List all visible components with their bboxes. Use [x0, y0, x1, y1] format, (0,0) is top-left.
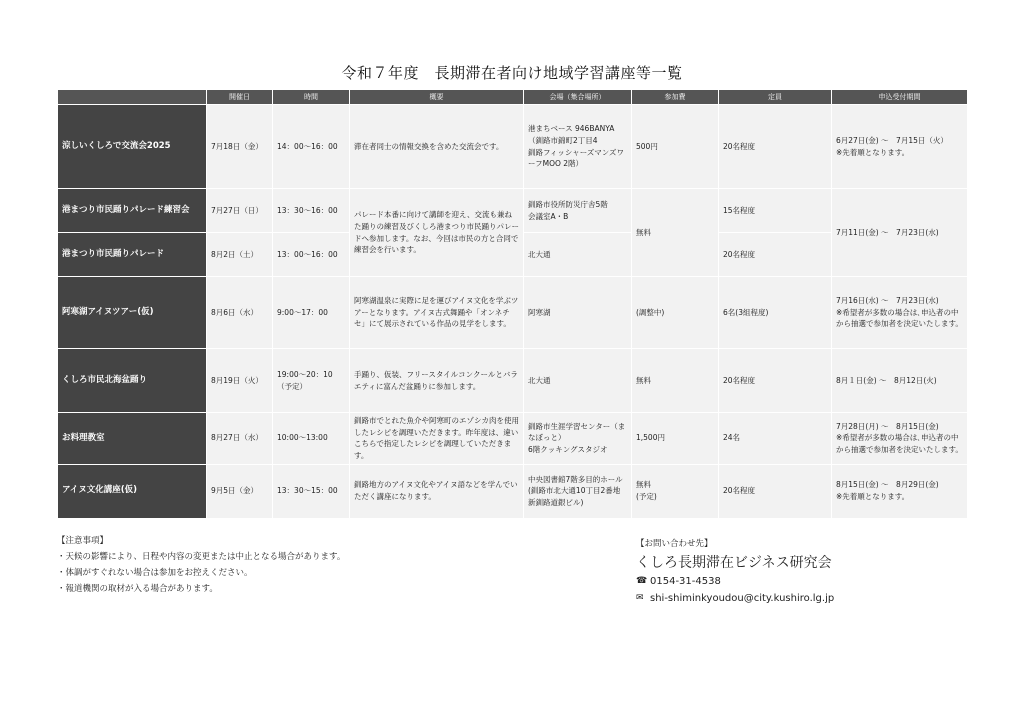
phone-icon: ☎ — [636, 576, 648, 586]
event-fee: 1,500円 — [632, 413, 719, 465]
table-row — [58, 413, 968, 465]
event-date: 7月27日（日） — [207, 189, 273, 233]
event-summary: 手踊り、仮装、フリースタイルコンクールとバラエティに富んだ盆踊りに参加します。 — [350, 349, 524, 413]
event-date: 9月5日（金） — [207, 464, 273, 518]
event-venue: 北大通 — [524, 233, 632, 277]
event-name: お料理教室 — [58, 413, 207, 465]
page-title: 令和７年度 長期滞在者向け地域学習講座等一覧 — [341, 64, 683, 82]
event-date: 8月27日（水） — [207, 413, 273, 465]
event-fee: 無料 (予定) — [632, 464, 719, 518]
header-apply: 申込受付期間 — [832, 90, 968, 105]
event-summary: 釧路市でとれた魚介や阿寒町のエゾシカ肉を使用したレシピを調理いただきます。昨年度は、違いこちらで指定したレシピを調理していただきます。 — [350, 413, 524, 465]
header-fee: 参加費 — [632, 90, 719, 105]
contact-organization: くしろ長期滞在ビジネス研究会 — [636, 555, 832, 571]
contact-label: 【お問い合わせ先】 — [636, 539, 713, 549]
event-time: 13：00～16：00 — [273, 233, 350, 277]
event-venue: 阿寒湖 — [524, 277, 632, 349]
event-summary: 釧路地方のアイヌ文化やアイヌ語などを学んでいただく講座になります。 — [350, 464, 524, 518]
event-apply-period: 8月15日(金) ～ 8月29日(金) ※先着順となります。 — [832, 464, 968, 518]
event-time: 9:00～17：00 — [273, 277, 350, 349]
note-item: ・体調がすぐれない場合は参加をお控えください。 — [57, 568, 253, 578]
event-date: 8月6日（水） — [207, 277, 273, 349]
event-date: 8月19日（火） — [207, 349, 273, 413]
event-venue: 港まちベース 946BANYA （釧路市錦町2丁目4 釧路フィッシャーズマンズワーフMOO 2階） — [524, 105, 632, 189]
event-apply-period: 6月27日(金) ～ 7月15日（火） ※先着順となります。 — [832, 105, 968, 189]
event-capacity: 6名(3組程度) — [719, 277, 832, 349]
event-capacity: 15名程度 — [719, 189, 832, 233]
event-capacity: 20名程度 — [719, 105, 832, 189]
event-fee: (調整中) — [632, 277, 719, 349]
event-name: 涼しいくしろで交流会2025 — [58, 105, 207, 189]
header-blank — [58, 90, 207, 105]
header-date: 開催日 — [207, 90, 273, 105]
notes-heading: 【注意事項】 — [57, 536, 109, 546]
notes-section — [57, 533, 345, 597]
table-row — [58, 277, 968, 349]
event-time: 14：00～16：00 — [273, 105, 350, 189]
contact-section — [636, 537, 834, 607]
event-time: 10:00～13:00 — [273, 413, 350, 465]
event-time: 13：30～16：00 — [273, 189, 350, 233]
note-item: ・報道機関の取材が入る場合があります。 — [57, 584, 218, 594]
event-time: 13：30～15：00 — [273, 464, 350, 518]
header-time: 時間 — [273, 90, 350, 105]
event-apply-period: 8月１日(金) ～ 8月12日(火) — [832, 349, 968, 413]
event-apply-period: 7月11日(金) ～ 7月23日(水) — [832, 189, 968, 277]
event-fee: 500円 — [632, 105, 719, 189]
header-capacity: 定員 — [719, 90, 832, 105]
event-name: くしろ市民北海盆踊り — [58, 349, 207, 413]
event-name: アイヌ文化講座(仮) — [58, 464, 207, 518]
event-capacity: 24名 — [719, 413, 832, 465]
event-venue: 中央図書館7階多目的ホール (釧路市北大通10丁目2番地 新釧路道銀ビル) — [524, 464, 632, 518]
header-venue: 会場（集合場所） — [524, 90, 632, 105]
table-row — [58, 105, 968, 189]
contact-phone: 0154-31-4538 — [650, 576, 721, 587]
mail-icon: ✉ — [636, 593, 644, 603]
event-venue: 北大通 — [524, 349, 632, 413]
event-apply-period: 7月28日(月) ～ 8月15日(金) ※希望者が多数の場合は､申込者の中から抽選で参加者を決定いたします。 — [832, 413, 968, 465]
event-summary: 滞在者同士の情報交換を含めた交流会です。 — [350, 105, 524, 189]
event-fee: 無料 — [632, 189, 719, 277]
event-name: 港まつり市民踊りパレード — [58, 233, 207, 277]
event-date: 8月2日（土） — [207, 233, 273, 277]
header-summary: 概要 — [350, 90, 524, 105]
event-capacity: 20名程度 — [719, 349, 832, 413]
event-fee: 無料 — [632, 349, 719, 413]
contact-phone-line — [636, 573, 834, 590]
event-date: 7月18日（金） — [207, 105, 273, 189]
event-name: 阿寒湖アイヌツアー(仮) — [58, 277, 207, 349]
event-capacity: 20名程度 — [719, 464, 832, 518]
event-summary: 阿寒湖温泉に実際に足を運びアイヌ文化を学ぶツアーとなります。アイヌ古式舞踊や「オンネチセ」にて展示されている作品の見学をします。 — [350, 277, 524, 349]
table-row — [58, 189, 968, 233]
note-item: ・天候の影響により、日程や内容の変更または中止となる場合があります。 — [57, 552, 346, 562]
table-row — [58, 464, 968, 518]
event-name: 港まつり市民踊りパレード練習会 — [58, 189, 207, 233]
table-row — [58, 349, 968, 413]
contact-email: shi-shiminkyoudou@city.kushiro.lg.jp — [650, 593, 835, 604]
event-time: 19:00～20：10 （予定） — [273, 349, 350, 413]
event-venue: 釧路市生涯学習センター（まなぼっと） 6階クッキングスタジオ — [524, 413, 632, 465]
event-apply-period: 7月16日(水) ～ 7月23日(水) ※希望者が多数の場合は､申込者の中から抽選で参加者を決定いたします。 — [832, 277, 968, 349]
contact-email-line — [636, 590, 834, 607]
event-venue: 釧路市役所防災庁舎5階 会議室A・B — [524, 189, 632, 233]
schedule-table — [57, 89, 968, 519]
table-header-row — [58, 90, 968, 105]
event-capacity: 20名程度 — [719, 233, 832, 277]
event-summary: パレード本番に向けて講師を迎え、交流も兼ねた踊りの練習及びくしろ港まつり市民踊りパレードへ参加します。なお、今回は市民の方と合同で練習会を行います。 — [350, 189, 524, 277]
